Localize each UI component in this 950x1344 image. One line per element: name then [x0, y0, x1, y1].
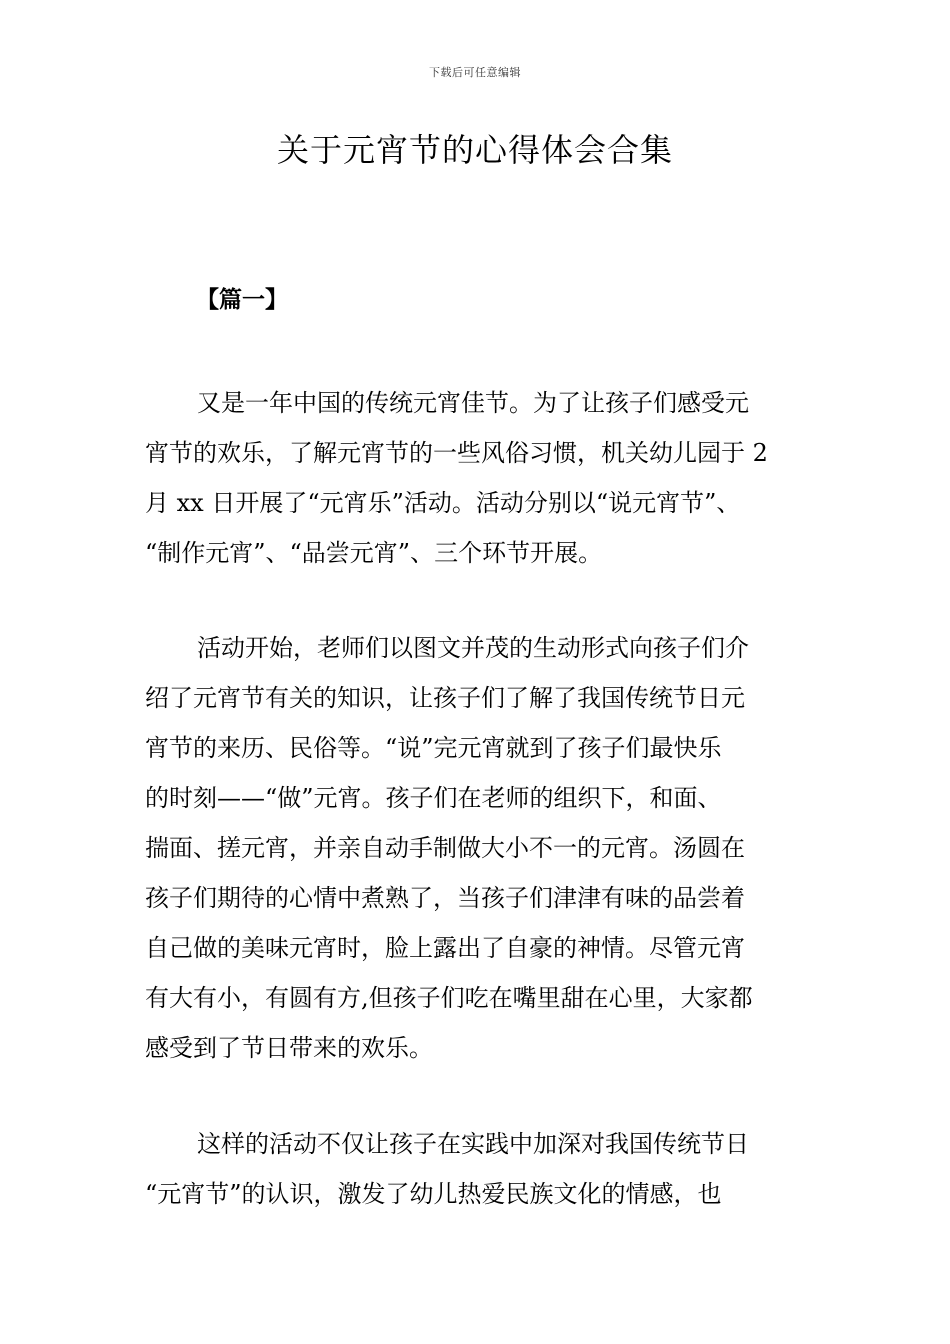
- paragraph-line: 又是一年中国的传统元宵佳节。为了让孩子们感受元: [197, 389, 749, 417]
- paragraph-2: [145, 623, 825, 1073]
- section-heading: 【篇一】: [196, 287, 288, 313]
- header-note: 下载后可任意编辑: [429, 66, 521, 79]
- paragraph-3: [145, 1119, 825, 1219]
- document-title: 关于元宵节的心得体会合集: [276, 131, 673, 169]
- paragraph-line: 宵节的来历、民俗等。“说”完元宵就到了孩子们最快乐: [145, 734, 722, 762]
- paragraph-line: 自己做的美味元宵时，脸上露出了自豪的神情。尽管元宵: [145, 934, 745, 962]
- paragraph-line: 绍了元宵节有关的知识，让孩子们了解了我国传统节日元: [145, 684, 745, 712]
- paragraph-line: 有大有小，有圆有方,但孩子们吃在嘴里甜在心里，大家都: [145, 984, 753, 1012]
- paragraph-line: “制作元宵”、“品尝元宵”、三个环节开展。: [145, 539, 603, 567]
- paragraph-line: 的时刻——“做”元宵。孩子们在老师的组织下，和面、: [145, 784, 722, 812]
- paragraph-line: 揣面、搓元宵，并亲自动手制做大小不一的元宵。汤圆在: [145, 834, 745, 862]
- paragraph-line: 月 xx 日开展了“元宵乐”活动。活动分别以“说元宵节”、: [145, 489, 741, 517]
- paragraph-line: 活动开始，老师们以图文并茂的生动形式向孩子们介: [197, 634, 749, 662]
- paragraph-line: 孩子们期待的心情中煮熟了，当孩子们津津有味的品尝着: [145, 884, 745, 912]
- paragraph-line: 感受到了节日带来的欢乐。: [145, 1034, 433, 1062]
- paragraph-line: 宵节的欢乐，了解元宵节的一些风俗习惯，机关幼儿园于 2: [145, 439, 768, 467]
- paragraph-line: 这样的活动不仅让孩子在实践中加深对我国传统节日: [197, 1130, 749, 1158]
- paragraph-line: “元宵节”的认识，激发了幼儿热爱民族文化的情感，也: [145, 1180, 722, 1208]
- paragraph-1: [145, 378, 825, 578]
